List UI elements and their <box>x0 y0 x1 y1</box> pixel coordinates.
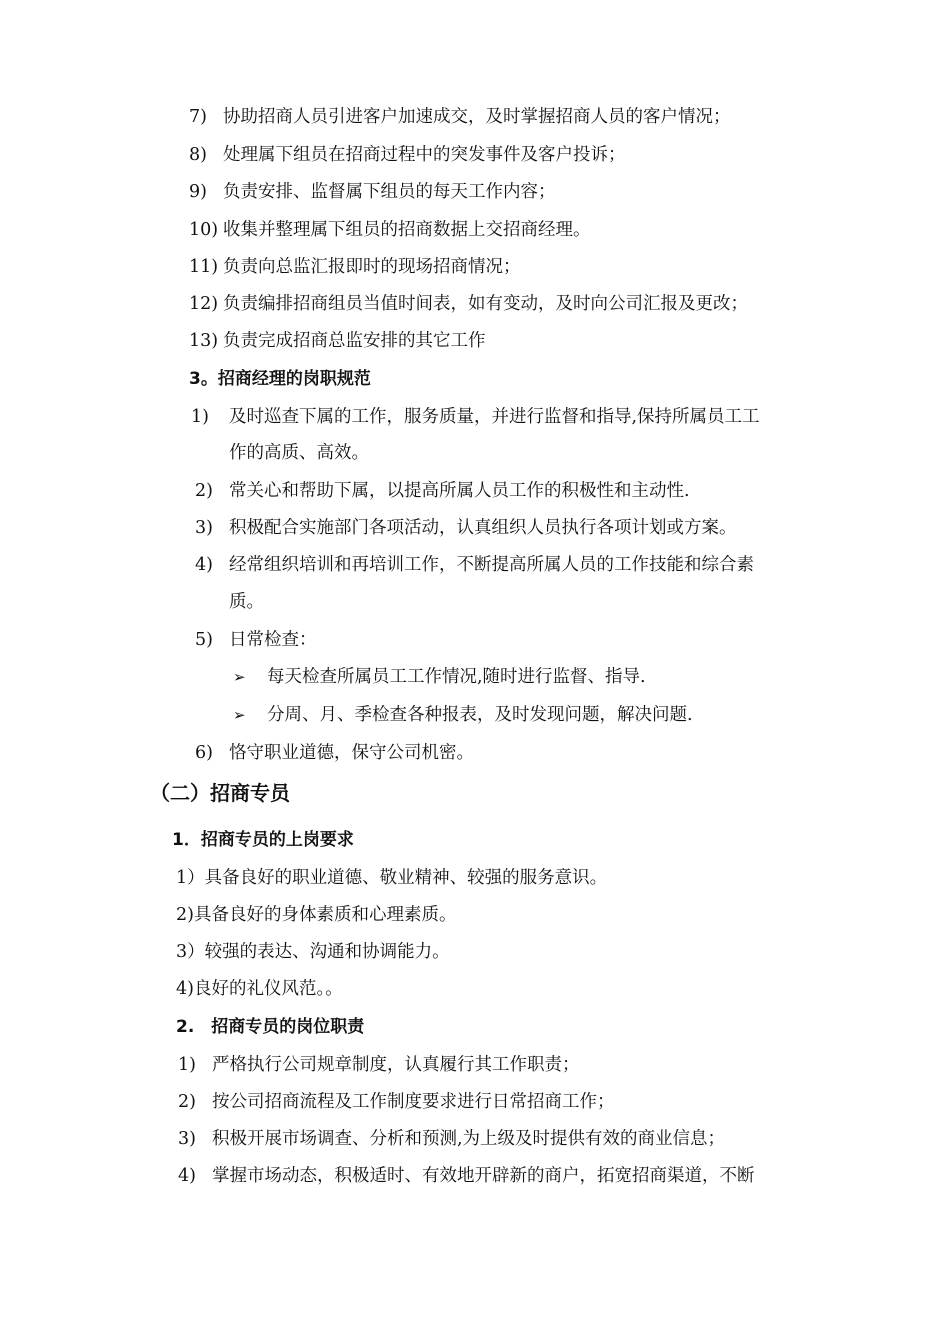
item-number: 1) <box>178 1055 196 1075</box>
manager-norms-heading: 3。招商经理的岗职规范 <box>189 369 371 389</box>
item-text: 处理属下组员在招商过程中的突发事件及客户投诉； <box>223 145 626 165</box>
item-text: 经常组织培训和再培训工作，不断提高所属人员的工作技能和综合素 <box>229 555 754 575</box>
item-text: 负责编排招商组员当值时间表，如有变动，及时向公司汇报及更改； <box>223 294 748 314</box>
item-text: 常关心和帮助下属，以提高所属人员工作的积极性和主动性. <box>229 481 690 501</box>
section-title: （二）招商专员 <box>150 781 290 805</box>
duty-item-12 <box>189 292 748 316</box>
item-text: 日常检查： <box>229 630 317 650</box>
duties-heading: 2. 招商专员的岗位职责 <box>176 1017 365 1037</box>
item-text: 掌握市场动态，积极适时、有效地开辟新的商户，拓宽招商渠道，不断 <box>212 1166 755 1186</box>
item-number: 2) <box>195 481 213 501</box>
duty-item-10 <box>189 218 591 242</box>
item-text: 负责向总监汇报即时的现场招商情况； <box>223 257 521 277</box>
requirement-item-4: 4)良好的礼仪风范。。 <box>176 979 343 999</box>
item-number: 6) <box>195 743 213 763</box>
norm-item-1 <box>191 405 760 429</box>
norm-item-2 <box>195 479 690 503</box>
item-number: 8) <box>189 145 207 165</box>
item-text: 负责完成招商总监安排的其它工作 <box>223 331 486 351</box>
duty-item-9 <box>189 180 556 204</box>
item-text: 及时巡查下属的工作，服务质量，并进行监督和指导,保持所属员工工 <box>229 407 760 427</box>
item-number: 3) <box>195 518 213 538</box>
duty-item-13 <box>189 329 486 353</box>
item-number: 12) <box>189 294 219 314</box>
norm-item-6 <box>195 741 474 765</box>
norm-item-5 <box>195 628 317 652</box>
item-number: 13) <box>189 331 219 351</box>
specialist-duty-item-3 <box>178 1127 725 1151</box>
item-number: 11) <box>189 257 219 277</box>
daily-check-item-1: 每天检查所属员工工作情况,随时进行监督、指导. <box>267 667 646 687</box>
item-number: 3) <box>178 1129 196 1149</box>
item-text: 严格执行公司规章制度，认真履行其工作职责； <box>212 1055 580 1075</box>
daily-check-item-2: 分周、月、季检查各种报表，及时发现问题，解决问题. <box>267 705 693 725</box>
item-text: 收集并整理属下组员的招商数据上交招商经理。 <box>223 220 591 240</box>
item-text: 积极开展市场调查、分析和预测,为上级及时提供有效的商业信息； <box>212 1129 726 1149</box>
requirements-heading: 1．招商专员的上岗要求 <box>172 830 354 850</box>
duty-item-11 <box>189 255 521 279</box>
item-number: 5) <box>195 630 213 650</box>
item-text: 协助招商人员引进客户加速成交，及时掌握招商人员的客户情况； <box>223 107 731 127</box>
item-number: 4) <box>195 555 213 575</box>
item-text: 负责安排、监督属下组员的每天工作内容； <box>223 182 556 202</box>
duty-item-7 <box>189 105 731 129</box>
item-number: 4) <box>178 1166 196 1186</box>
item-text: 积极配合实施部门各项活动，认真组织人员执行各项计划或方案。 <box>229 518 737 538</box>
specialist-duty-item-4 <box>178 1164 755 1188</box>
duty-item-8 <box>189 143 626 167</box>
norm-item-3 <box>195 516 737 540</box>
requirement-item-1: 1）具备良好的职业道德、敬业精神、较强的服务意识。 <box>176 868 608 888</box>
item-number: 10) <box>189 220 219 240</box>
requirement-item-2: 2)具备良好的身体素质和心理素质。 <box>176 905 457 925</box>
norm-item-4-continued: 质。 <box>229 592 264 612</box>
arrow-bullet-icon: ➢ <box>233 706 246 724</box>
item-text: 恪守职业道德，保守公司机密。 <box>229 743 474 763</box>
item-text: 按公司招商流程及工作制度要求进行日常招商工作； <box>212 1092 615 1112</box>
item-number: 7) <box>189 107 207 127</box>
item-number: 1) <box>191 407 209 427</box>
item-number: 2) <box>178 1092 196 1112</box>
norm-item-4 <box>195 553 754 577</box>
item-number: 9) <box>189 182 207 202</box>
arrow-bullet-icon: ➢ <box>233 668 246 686</box>
specialist-duty-item-1 <box>178 1053 580 1077</box>
requirement-item-3: 3）较强的表达、沟通和协调能力。 <box>176 942 450 962</box>
specialist-duty-item-2 <box>178 1090 615 1114</box>
norm-item-1-continued: 作的高质、高效。 <box>229 443 369 463</box>
